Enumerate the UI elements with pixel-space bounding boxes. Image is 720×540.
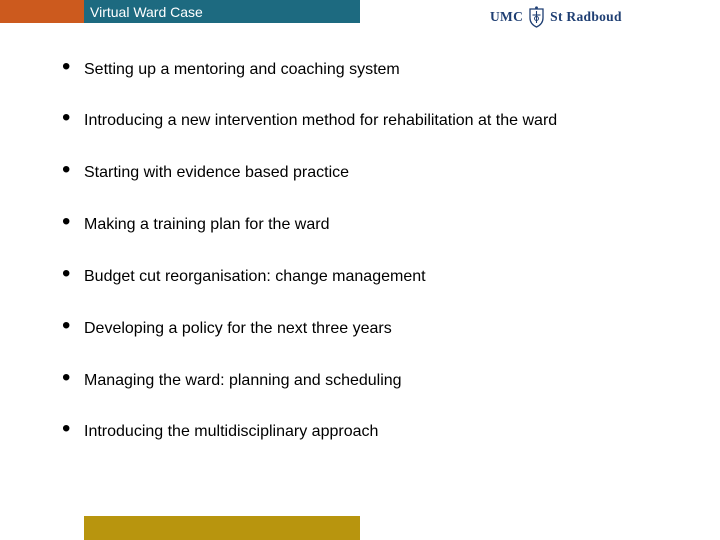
slide-title: Virtual Ward Case: [90, 4, 203, 20]
bullet-icon: •: [62, 312, 71, 339]
bullet-item: [62, 260, 426, 289]
title-bar: [84, 0, 360, 23]
bullet-item: [62, 53, 400, 82]
bullet-icon: •: [62, 53, 71, 80]
bullet-icon: •: [62, 364, 71, 391]
bullet-icon: •: [62, 415, 71, 442]
bullet-item: [62, 415, 379, 444]
footer-accent-bar: [84, 516, 360, 540]
logo-radboud-text: St Radboud: [550, 9, 622, 24]
bullet-text: Managing the ward: planning and scheduling: [84, 372, 402, 389]
header-accent-orange: [0, 0, 84, 23]
bullet-text: Introducing the multidisciplinary approach: [84, 423, 379, 440]
bullet-item: [62, 104, 558, 133]
bullet-item: [62, 364, 402, 393]
bullet-item: [62, 312, 392, 341]
bullet-text: Making a training plan for the ward: [84, 216, 330, 233]
bullet-icon: •: [62, 260, 71, 287]
logo-umc-text: UMC: [490, 9, 524, 24]
umc-st-radboud-logo: [490, 5, 622, 29]
bullet-text: Setting up a mentoring and coaching system: [84, 61, 400, 78]
bullet-text: Introducing a new intervention method for rehabilitation at the ward: [84, 112, 558, 129]
bullet-icon: •: [62, 104, 71, 131]
bullet-icon: •: [62, 208, 71, 235]
crest-seal-icon: [528, 6, 545, 28]
bullet-text: Budget cut reorganisation: change management: [84, 268, 426, 285]
bullet-item: [62, 156, 350, 185]
bullet-icon: •: [62, 156, 71, 183]
bullet-text: Starting with evidence based practice: [84, 164, 350, 181]
bullet-item: [62, 208, 330, 237]
bullet-text: Developing a policy for the next three years: [84, 320, 392, 337]
